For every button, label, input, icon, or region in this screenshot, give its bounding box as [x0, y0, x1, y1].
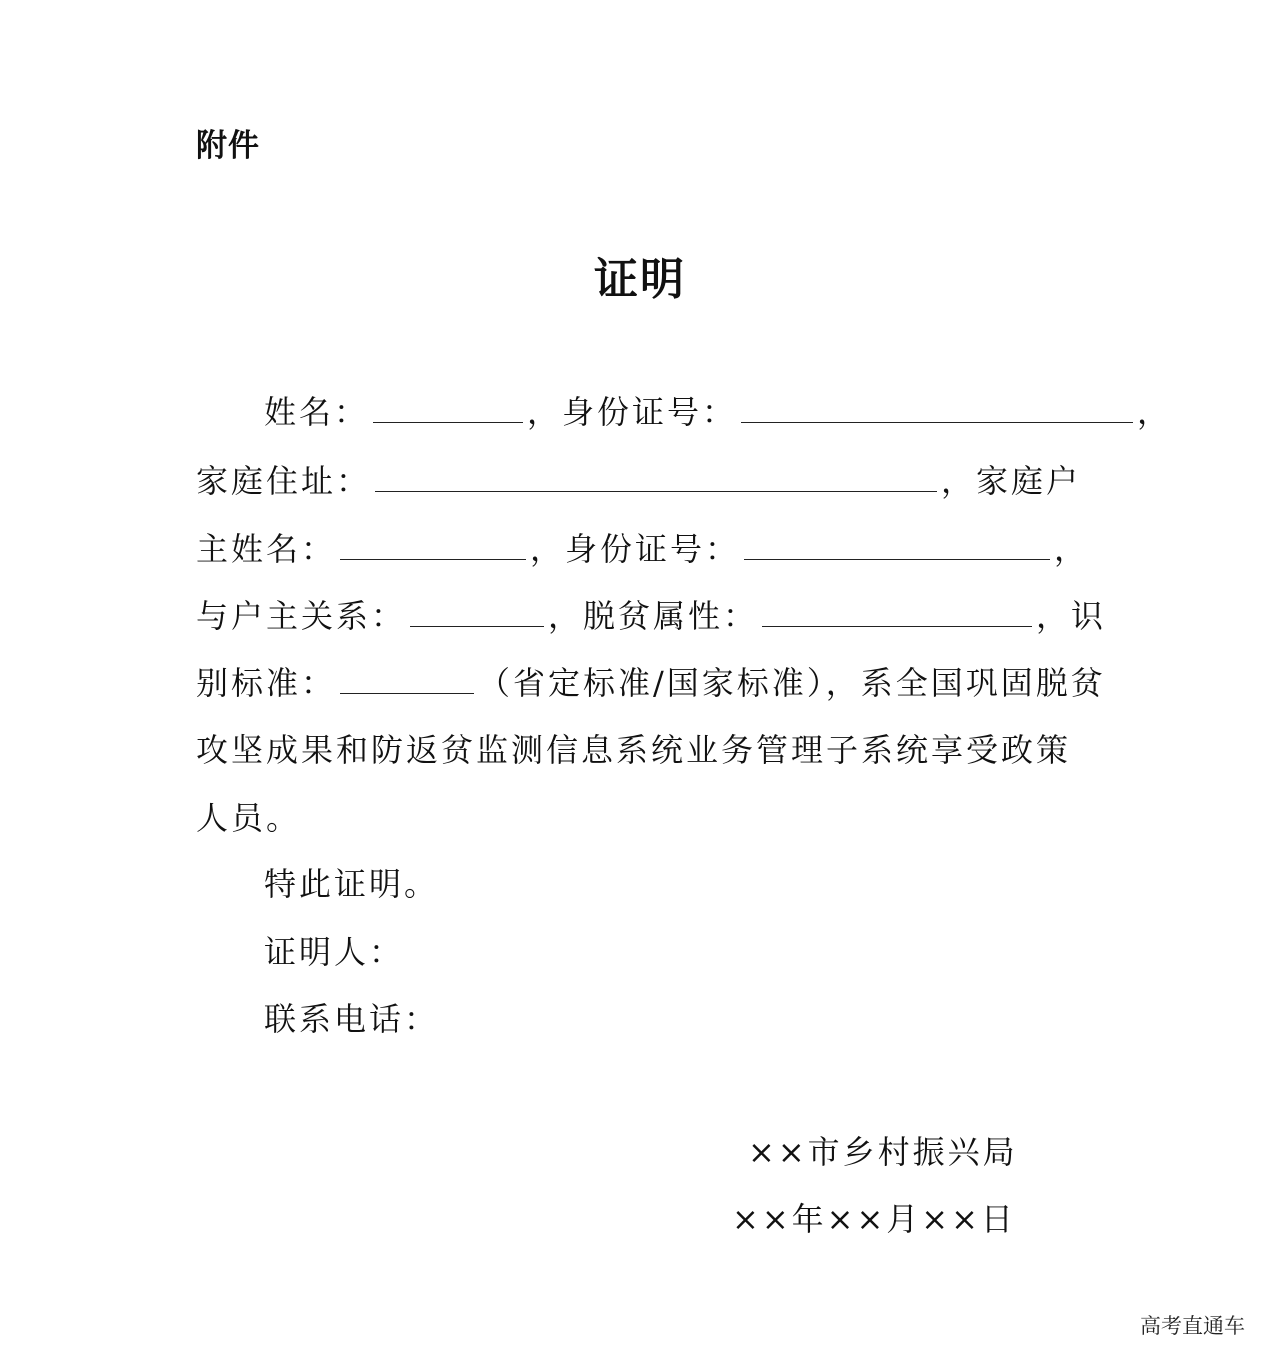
line2-end: ，家庭户 — [941, 462, 1082, 500]
name-blank — [373, 394, 523, 423]
head-name-label: 主姓名： — [196, 530, 337, 568]
line-address — [196, 459, 1081, 503]
address-label: 家庭住址： — [196, 462, 372, 500]
certifier-label: 证明人： — [264, 933, 405, 971]
head-id-blank — [744, 531, 1050, 560]
line-head-name-id — [196, 527, 1089, 571]
line-standard — [196, 661, 1106, 705]
document-title: 证明 — [594, 254, 686, 305]
head-id-label: ，身份证号： — [530, 530, 741, 568]
relation-label: 与户主关系： — [196, 597, 407, 635]
name-label: 姓名： — [264, 393, 370, 431]
attr-label: ，脱贫属性： — [548, 597, 759, 635]
attr-blank — [762, 598, 1032, 627]
address-blank — [375, 463, 937, 492]
watermark-text: 高考直通车 — [1140, 1314, 1245, 1338]
body-line-6: 攻坚成果和防返贫监测信息系统业务管理子系统享受政策 — [196, 731, 1072, 769]
line1-end: ， — [1137, 393, 1173, 431]
issuer-name: ××市乡村振兴局 — [748, 1133, 1018, 1171]
standard-blank — [340, 665, 474, 694]
phone-label: 联系电话： — [264, 1000, 440, 1038]
attachment-label: 附件 — [196, 128, 260, 164]
standard-label: 别标准： — [196, 664, 337, 702]
closing-text: 特此证明。 — [264, 865, 440, 903]
id-blank — [741, 394, 1133, 423]
head-name-blank — [340, 531, 526, 560]
line3-end: ， — [1054, 530, 1090, 568]
line-name-id — [264, 390, 1172, 434]
relation-blank — [410, 598, 544, 627]
line5-end: （省定标准/国家标准），系全国巩固脱贫 — [478, 664, 1106, 702]
issue-date: ××年××月××日 — [732, 1200, 1016, 1238]
id-label: ，身份证号： — [527, 393, 738, 431]
body-line-7: 人员。 — [196, 799, 302, 837]
line4-end: ，识 — [1036, 597, 1107, 635]
line-relation-attr — [196, 594, 1106, 638]
